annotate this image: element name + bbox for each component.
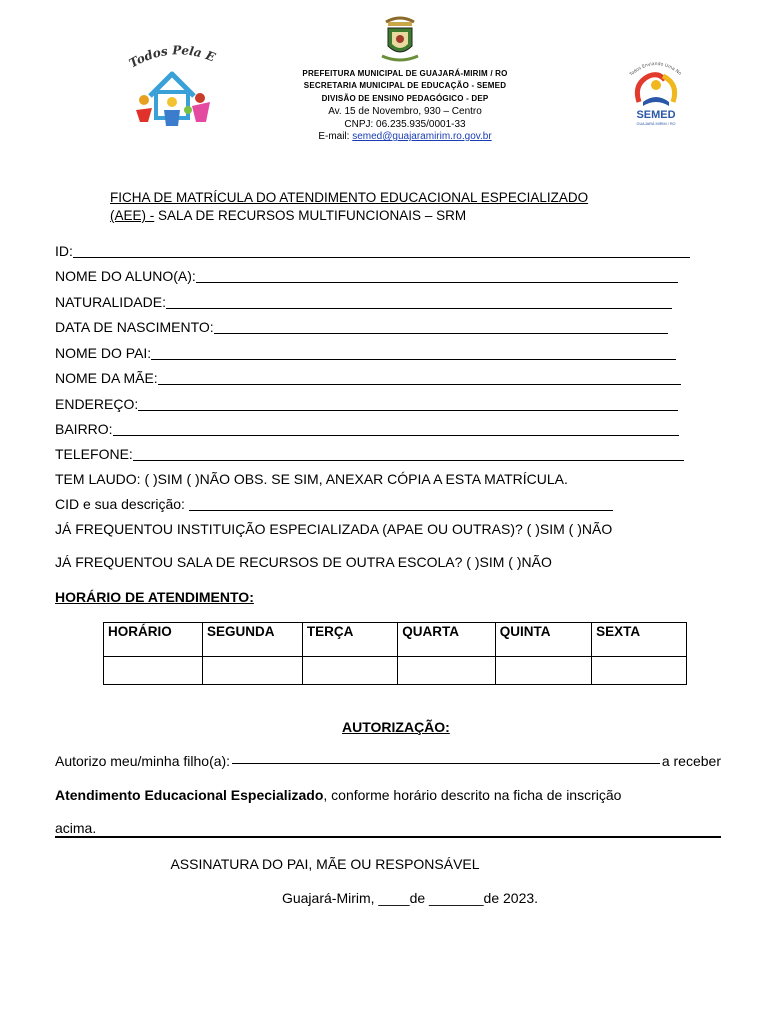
semed-logo: [625, 58, 687, 130]
field-pai: [55, 345, 676, 361]
field-nascimento: [55, 319, 668, 335]
svg-text:Todos Enviando Uma Nova Educaç: Todos Enviando Uma No: [629, 61, 682, 78]
field-endereco-label: ENDEREÇO:: [55, 396, 139, 412]
schedule-header-cell: HORÁRIO: [104, 623, 203, 657]
field-endereco: [55, 396, 678, 412]
header-line-3: DIVISÃO DE ENSINO PEDAGÓGICO - DEP: [321, 94, 489, 103]
field-telefone-line[interactable]: [133, 458, 684, 461]
field-nome-aluno-line[interactable]: [196, 280, 678, 283]
email-label: E-mail:: [318, 131, 353, 142]
field-pai-line[interactable]: [151, 357, 676, 360]
field-endereco-line[interactable]: [138, 408, 678, 411]
todos-pela-escola-logo: [122, 44, 222, 130]
schedule-entry-cell[interactable]: [592, 657, 687, 685]
schedule-title: HORÁRIO DE ATENDIMENTO:: [55, 589, 254, 605]
field-pai-label: NOME DO PAI:: [55, 345, 152, 361]
schedule-header-cell: QUARTA: [398, 623, 496, 657]
field-nome-aluno-label: NOME DO ALUNO(A):: [55, 268, 196, 284]
svg-text:SEMED: SEMED: [636, 109, 676, 121]
authorization-title: AUTORIZAÇÃO:: [342, 719, 450, 735]
field-mae-label: NOME DA MÃE:: [55, 370, 158, 386]
schedule-table: [103, 622, 687, 685]
authorization-text-1b: a receber: [661, 753, 721, 769]
field-bairro-label: BAIRRO:: [55, 421, 113, 437]
schedule-header-cell: SEGUNDA: [203, 623, 303, 657]
field-id-label: ID:: [55, 243, 73, 259]
form-title-text-2a: (AEE) -: [110, 208, 155, 223]
form-title-line-2: [110, 208, 466, 223]
form-title-text-2b: SALA DE RECURSOS MULTIFUNCIONAIS – SRM: [154, 208, 467, 223]
schedule-entry-cell[interactable]: [495, 657, 591, 685]
authorization-line-1: [55, 753, 721, 769]
field-naturalidade: [55, 294, 672, 310]
schedule-header-cell: QUINTA: [495, 623, 591, 657]
authorization-text-1a: Autorizo meu/minha filho(a):: [55, 753, 231, 769]
field-mae: [55, 370, 681, 386]
schedule-entry-cell[interactable]: [104, 657, 203, 685]
svg-text:Todos Pela Escola: Todos Pela E: [126, 44, 218, 71]
field-cid-line[interactable]: [189, 508, 613, 511]
schedule-header-cell: SEXTA: [592, 623, 687, 657]
field-nascimento-label: DATA DE NASCIMENTO:: [55, 319, 214, 335]
field-naturalidade-line[interactable]: [166, 306, 672, 309]
header-line-1: PREFEITURA MUNICIPAL DE GUAJARÁ-MIRIM / RO: [302, 69, 508, 78]
field-nome-aluno: [55, 268, 678, 284]
field-id-line[interactable]: [73, 255, 690, 258]
form-title-line-1: [110, 190, 588, 205]
field-nascimento-line[interactable]: [214, 331, 668, 334]
field-bairro: [55, 421, 679, 437]
field-instituicao: JÁ FREQUENTOU INSTITUIÇÃO ESPECIALIZADA (APAE OU OUTRAS)? ( )SIM ( )NÃO: [55, 521, 613, 537]
field-id: [55, 243, 690, 259]
schedule-header-cell: TERÇA: [302, 623, 397, 657]
header-address: Av. 15 de Novembro, 930 – Centro: [328, 106, 482, 117]
authorization-line-2: [55, 787, 721, 803]
header-email: [240, 131, 570, 142]
field-laudo: TEM LAUDO: ( )SIM ( )NÃO OBS. SE SIM, ANEXAR CÓPIA A ESTA MATRÍCULA.: [55, 471, 568, 487]
signature-label: ASSINATURA DO PAI, MÃE OU RESPONSÁVEL: [170, 856, 480, 872]
authorization-service-name: Atendimento Educacional Especializado: [55, 787, 324, 803]
schedule-entry-cell[interactable]: [398, 657, 496, 685]
authorization-text-2: , conforme horário descrito na ficha de inscrição: [323, 787, 622, 803]
field-naturalidade-label: NATURALIDADE:: [55, 294, 166, 310]
form-title-text-1: FICHA DE MATRÍCULA DO ATENDIMENTO EDUCACIONAL ESPECIALIZADO: [110, 190, 589, 205]
header-cnpj: CNPJ: 06.235.935/0001-33: [344, 119, 466, 130]
place-date: Guajará-Mirim, ____de _______de 2023.: [281, 890, 539, 906]
authorization-child-line[interactable]: [232, 762, 660, 764]
schedule-entry-cell[interactable]: [203, 657, 303, 685]
field-telefone-label: TELEFONE:: [55, 446, 133, 462]
header-line-2: SECRETARIA MUNICIPAL DE EDUCAÇÃO - SEMED: [303, 81, 507, 90]
municipal-crest: [380, 16, 420, 62]
signature-line[interactable]: [55, 836, 721, 838]
svg-text:GUAJARÁ MIRIM / RO: GUAJARÁ MIRIM / RO: [636, 122, 676, 126]
field-telefone: [55, 446, 684, 462]
schedule-entry-row: [104, 657, 687, 685]
field-sala-recursos: JÁ FREQUENTOU SALA DE RECURSOS DE OUTRA ESCOLA? ( )SIM ( )NÃO: [55, 554, 552, 570]
schedule-entry-cell[interactable]: [302, 657, 397, 685]
field-mae-line[interactable]: [158, 382, 681, 385]
field-cid-label: CID e sua descrição:: [55, 496, 189, 512]
field-bairro-line[interactable]: [113, 433, 679, 436]
schedule-header-row: [104, 623, 687, 657]
authorization-line-3: acima.: [55, 820, 97, 836]
field-cid: [55, 496, 613, 512]
email-link[interactable]: semed@guajaramirim.ro.gov.br: [352, 131, 492, 142]
